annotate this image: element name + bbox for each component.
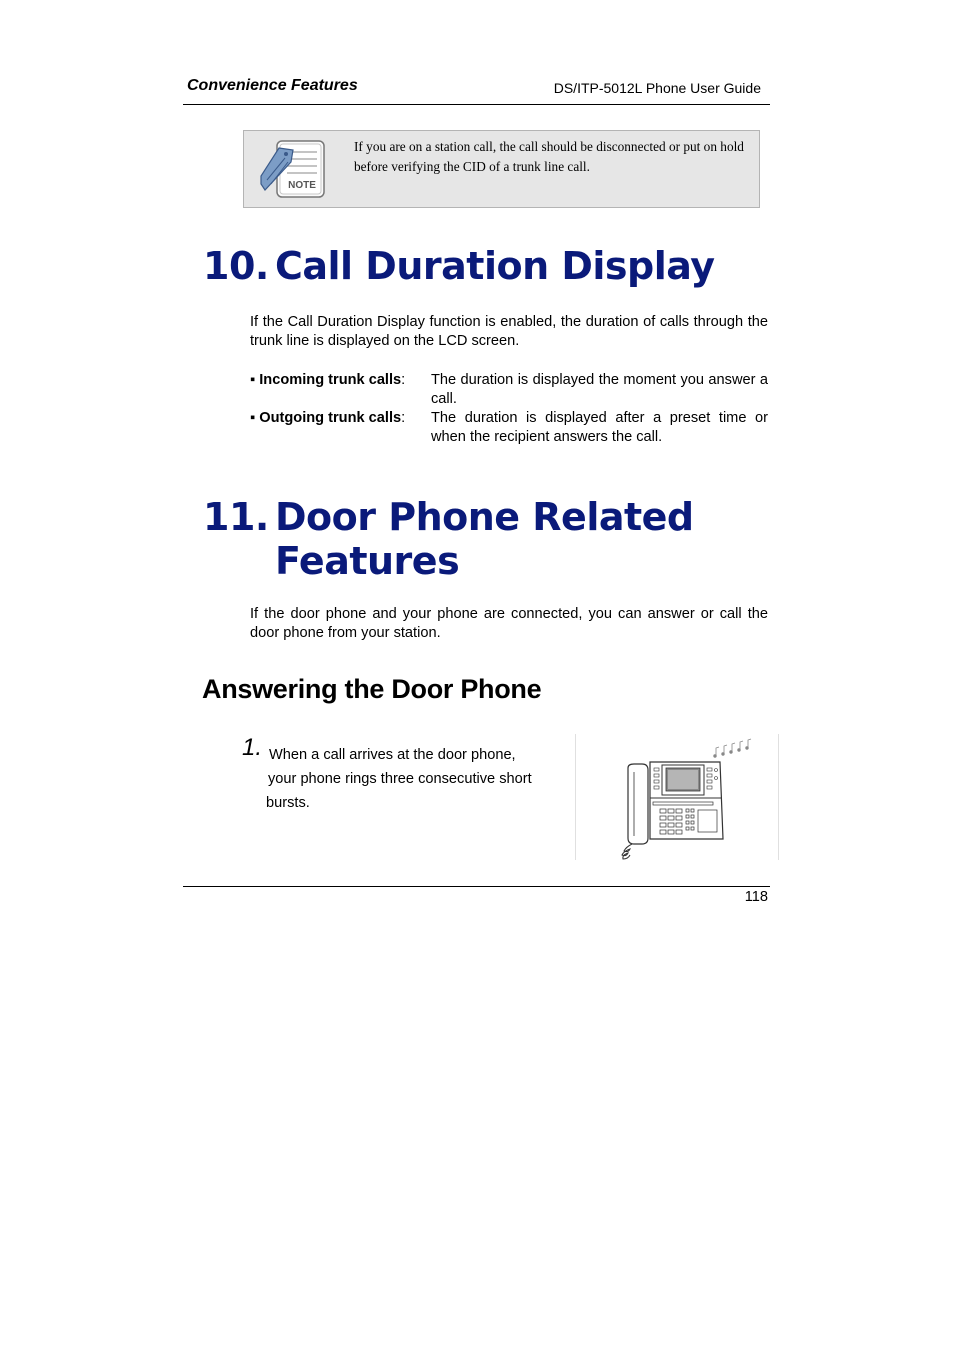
footer-divider — [183, 886, 770, 887]
section-11-title-line1: Door Phone Related — [275, 495, 694, 539]
note-text: If you are on a station call, the call should be disconnected or put on hold before verifying the CID of a trunk line call. — [354, 139, 744, 174]
section-10-intro: If the Call Duration Display function is enabled, the duration of calls through the trunk line is displayed on the LCD screen. — [250, 314, 768, 349]
subsection-heading: Answering the Door Phone — [202, 674, 542, 704]
note-icon-label: NOTE — [288, 180, 316, 191]
bullet-separator: : — [401, 410, 406, 426]
bullet-marker: ▪ — [250, 372, 256, 388]
page-number: 118 — [744, 889, 768, 905]
phone-illustration-frame — [575, 734, 779, 860]
section-10-heading — [203, 244, 715, 288]
section-11-heading — [203, 495, 694, 583]
section-10-number: 10. — [203, 244, 269, 288]
running-header-guide-title: DS/ITP-5012L Phone User Guide — [553, 80, 761, 96]
header-divider — [183, 104, 770, 105]
bullet-separator: : — [401, 372, 406, 388]
section-10-title: Call Duration Display — [275, 244, 715, 288]
step-number: 1. — [242, 734, 263, 761]
section-11-number: 11. — [203, 495, 269, 539]
running-header-section: Convenience Features — [187, 77, 358, 94]
note-icon — [259, 140, 329, 200]
step-text-line-3: bursts. — [266, 795, 310, 811]
section-11-title-line2: Features — [275, 539, 460, 583]
section-11-intro: If the door phone and your phone are connected, you can answer or call the door phone from your station. — [250, 606, 768, 641]
step-text — [266, 743, 566, 815]
bullet-term-incoming: Incoming trunk calls — [259, 372, 402, 388]
bullet-desc-outgoing: The duration is displayed after a preset time or when the recipient answers the call. — [431, 410, 768, 445]
bullet-term-outgoing: Outgoing trunk calls — [259, 410, 402, 426]
bullet-desc-incoming: The duration is displayed the moment you answer a call. — [431, 372, 768, 407]
bullet-marker: ▪ — [250, 410, 256, 426]
step-text-line-2: your phone rings three consecutive short — [268, 771, 532, 787]
ringing-desk-phone-icon — [576, 734, 778, 860]
note-box — [243, 130, 760, 208]
step-text-line-1: When a call arrives at the door phone, — [269, 747, 516, 763]
